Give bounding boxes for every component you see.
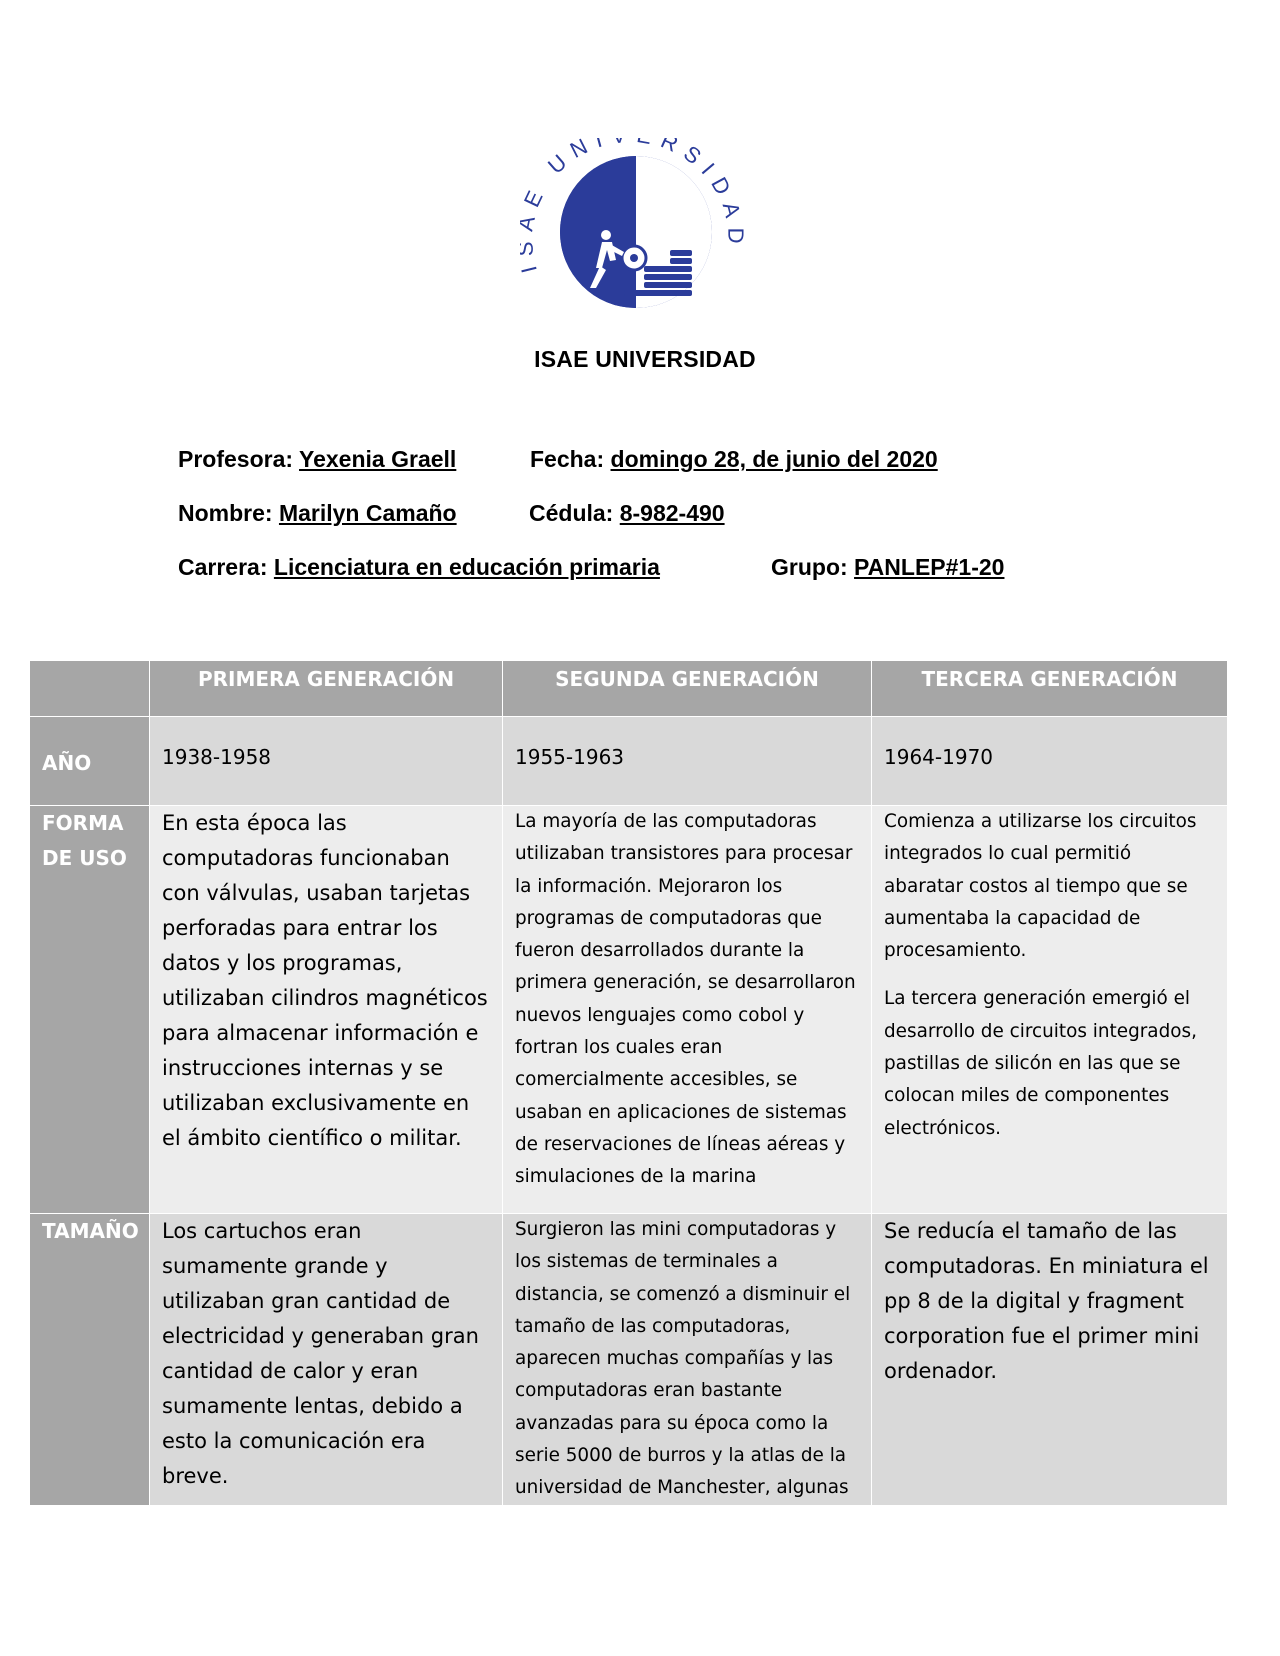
nombre-line bbox=[178, 500, 457, 527]
cedula-value: 8-982-490 bbox=[619, 500, 725, 526]
university-title: ISAE UNIVERSIDAD bbox=[534, 346, 756, 372]
generations-table bbox=[29, 660, 1228, 1506]
cell-forma-primera bbox=[150, 806, 503, 1214]
logo-emblem-icon bbox=[520, 138, 760, 338]
cell-text: La mayoría de las computadoras utilizaban transistores para procesar la información. Mejoraron los programas de computadoras que fueron desarrollados durante la primera generación, se desarrollaron nuevos lenguajes como cobol y fortran los cuales eran comercialmente accesibles, se usaban en aplicaciones de sistemas de reservaciones de líneas aéreas y simulaciones de la marina bbox=[515, 811, 856, 1188]
cell-text: 1938-1958 bbox=[162, 745, 272, 769]
cedula-label: Cédula: bbox=[529, 500, 614, 526]
grupo-value: PANLEP#1-20 bbox=[854, 554, 1005, 580]
cell-text: 1964-1970 bbox=[884, 745, 994, 769]
profesora-value: Yexenia Graell bbox=[299, 446, 457, 472]
table-corner-cell bbox=[30, 661, 150, 717]
grupo-label: Grupo: bbox=[771, 554, 848, 580]
cell-ano-segunda bbox=[503, 717, 872, 806]
row-label-ano: AÑO bbox=[30, 717, 150, 806]
table-row-forma-de-uso bbox=[30, 806, 1228, 1214]
cell-text: En esta época las computadoras funcionaban con válvulas, usaban tarjetas perforadas para entrar los datos y los programas, utilizaban cilindros magnéticos para almacenar información e instrucciones internas y se utilizaban exclusivamente en el ámbito científico o militar. bbox=[162, 811, 488, 1150]
profesora-label: Profesora: bbox=[178, 446, 294, 472]
cell-text: Comienza a utilizarse los circuitos integrados lo cual permitió abaratar costos al tiempo que se aumentaba la capacidad de procesamiento. bbox=[884, 811, 1197, 962]
cell-text: 1955-1963 bbox=[515, 745, 625, 769]
cedula-line bbox=[529, 500, 725, 527]
cell-ano-tercera bbox=[872, 717, 1228, 806]
table-row-tamano bbox=[30, 1214, 1228, 1506]
table-row-ano bbox=[30, 717, 1228, 806]
cell-forma-tercera bbox=[872, 806, 1228, 1214]
fecha-label: Fecha: bbox=[530, 446, 605, 472]
cell-text: La tercera generación emergió el desarrollo de circuitos integrados, pastillas de silicón en las que se colocan miles de componentes electrónicos. bbox=[884, 988, 1197, 1139]
grupo-line bbox=[771, 554, 1004, 581]
table-header-row bbox=[30, 661, 1228, 717]
profesora-line bbox=[178, 446, 456, 473]
header-segunda-generacion: SEGUNDA GENERACIÓN bbox=[503, 661, 872, 717]
row-label-forma-de-uso: FORMA DE USO bbox=[30, 806, 150, 1214]
header-tercera-generacion: TERCERA GENERACIÓN bbox=[872, 661, 1228, 717]
fecha-line bbox=[530, 446, 938, 473]
row-label-tamano: TAMAÑO bbox=[30, 1214, 150, 1506]
cell-text: Se reducía el tamaño de las computadoras. En miniatura el pp 8 de la digital y fragment corporation fue el primer mini ordenador. bbox=[884, 1219, 1209, 1383]
cell-text: Los cartuchos eran sumamente grande y utilizaban gran cantidad de electricidad y generaban gran cantidad de calor y eran sumamente lentas, debido a esto la comunicación era breve. bbox=[162, 1219, 479, 1488]
university-logo bbox=[520, 138, 760, 338]
svg-text:ISAE UNIVERSIDAD: E UNI RSIDAD bbox=[520, 138, 749, 253]
carrera-line bbox=[178, 554, 660, 581]
cell-text: Surgieron las mini computadoras y los sistemas de terminales a distancia, se comenzó a disminuir el tamaño de las computadoras, aparecen muchas compañías y las computadoras eran bastante avanzadas para su época como la serie 5000 de burros y la atlas de la universidad de Manchester, algunas bbox=[515, 1219, 851, 1499]
cell-ano-primera bbox=[150, 717, 503, 806]
cell-tamano-segunda bbox=[503, 1214, 872, 1506]
nombre-value: Marilyn Camaño bbox=[278, 500, 457, 526]
carrera-label: Carrera: bbox=[178, 554, 268, 580]
cell-tamano-primera bbox=[150, 1214, 503, 1506]
fecha-value: domingo 28, de junio del 2020 bbox=[610, 446, 938, 472]
carrera-value: Licenciatura en educación primaria bbox=[273, 554, 660, 580]
header-primera-generacion: PRIMERA GENERACIÓN bbox=[150, 661, 503, 717]
cell-tamano-tercera bbox=[872, 1214, 1228, 1506]
cell-forma-segunda bbox=[503, 806, 872, 1214]
nombre-label: Nombre: bbox=[178, 500, 273, 526]
